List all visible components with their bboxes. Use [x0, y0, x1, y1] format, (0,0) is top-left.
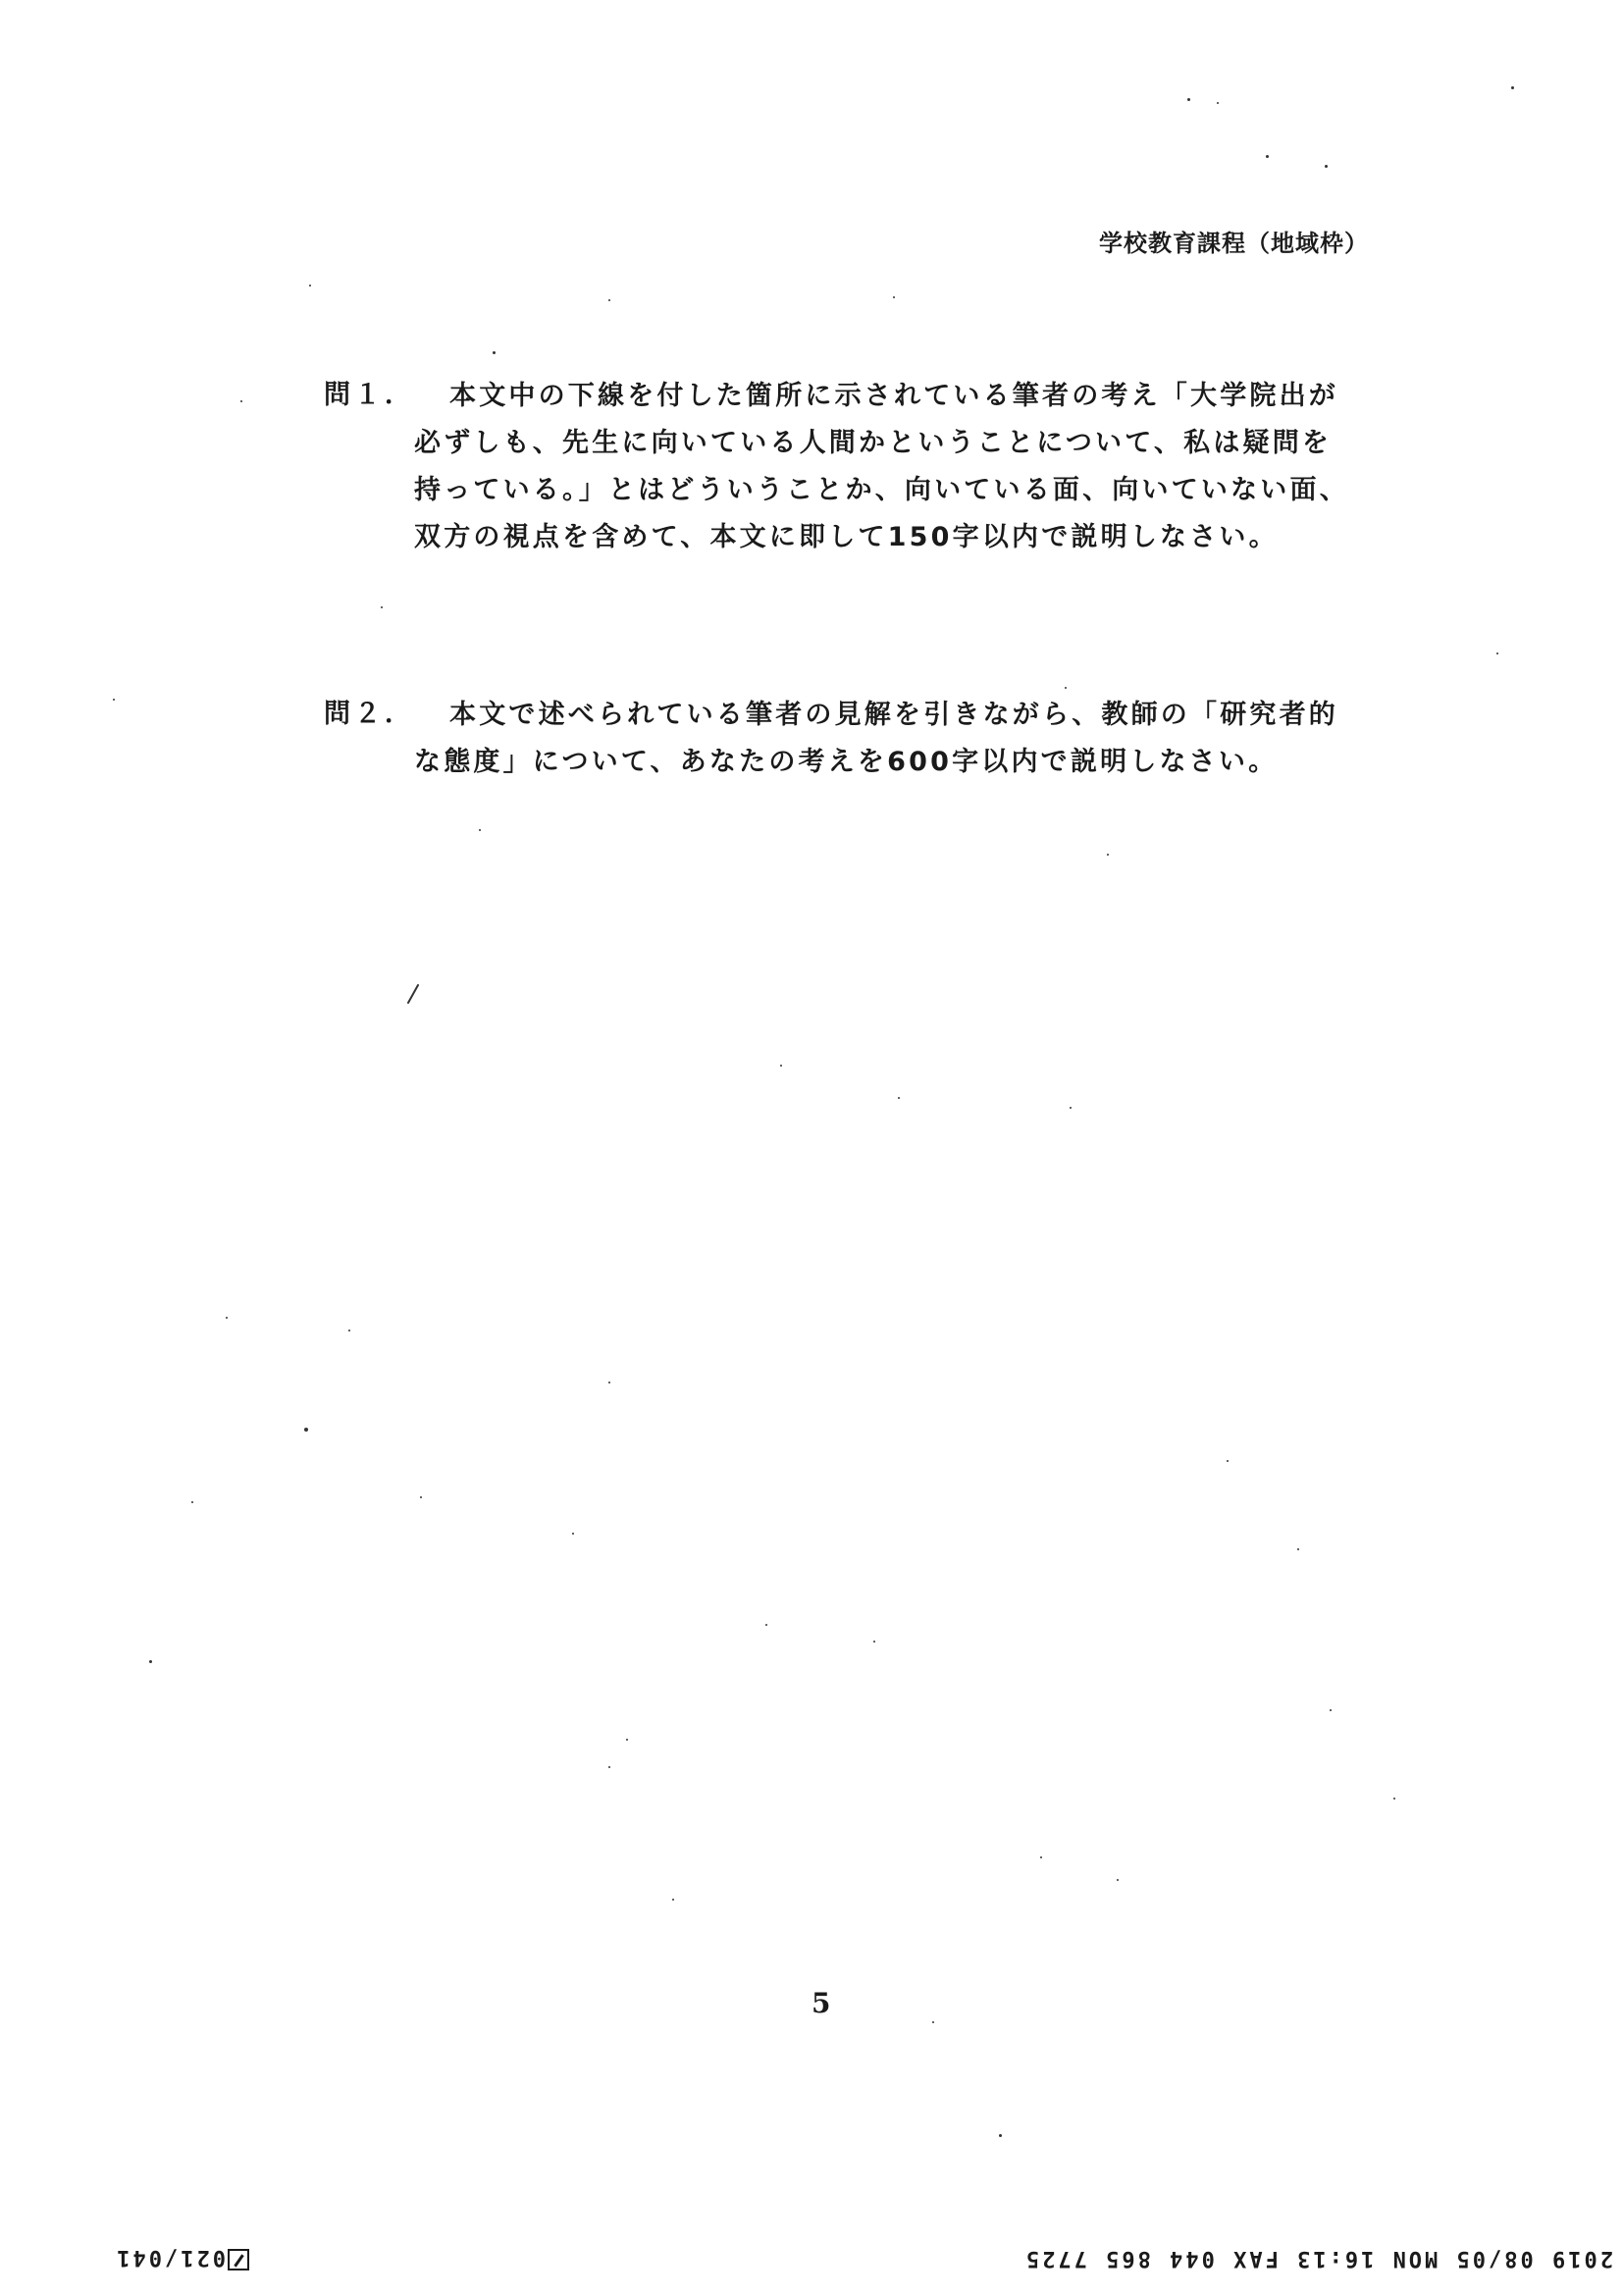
- scan-speck: [1040, 1856, 1042, 1858]
- scan-speck: [420, 1496, 422, 1498]
- fax-page-counter: 021/041: [114, 2245, 226, 2270]
- scan-speck: [1266, 155, 1269, 158]
- scan-speck: [226, 1317, 228, 1319]
- scan-speck: [240, 400, 242, 402]
- fax-page-indicator: [114, 2245, 249, 2270]
- scan-speck: [1187, 98, 1190, 101]
- scan-speck: [898, 1097, 900, 1099]
- scan-speck: [191, 1501, 193, 1503]
- scan-speck: [893, 296, 895, 298]
- scan-speck: [1117, 1879, 1119, 1881]
- scan-speck: [1496, 652, 1498, 654]
- scan-speck: [1330, 1709, 1332, 1711]
- scan-speck: [572, 1533, 574, 1535]
- scan-speck: [348, 1330, 350, 1331]
- scan-speck: [932, 2021, 934, 2023]
- scan-speck: [149, 1660, 152, 1663]
- scan-speck: [1297, 1548, 1299, 1550]
- scan-speck: [873, 1641, 875, 1643]
- fax-transmission-line: [0, 2237, 1623, 2276]
- scan-speck: [1227, 1460, 1229, 1462]
- scan-speck: [626, 1739, 628, 1741]
- scan-speck: [381, 606, 383, 608]
- scan-speck: [608, 299, 610, 301]
- scan-speck: [1107, 854, 1109, 856]
- scan-speck: [608, 1766, 610, 1768]
- scan-speck: [608, 1382, 610, 1383]
- scan-speck: [780, 1065, 782, 1067]
- scan-speck: [1070, 1107, 1072, 1109]
- question-number: 問２．: [324, 699, 415, 729]
- question-text: 本文で述べられている筆者の見解を引きながら、教師の「研究者的な態度」について、あなたの考えを600字以内で説明しなさい。: [414, 700, 1338, 777]
- scan-speck: [1511, 86, 1514, 89]
- scan-speck: [1065, 687, 1067, 689]
- fax-checkbox-icon: [228, 2249, 249, 2270]
- scan-speck: [1217, 102, 1219, 104]
- question-text: 本文中の下線を付した箇所に示されている筆者の考え「大学院出が必ずしも、先生に向いている人間かということについて、私は疑問を持っている。」とはどういうことか、向いている面、向いていない面、双方の視点を含めて、本文に即して150字以内で説明しなさい。: [414, 381, 1349, 552]
- scan-speck: [999, 2134, 1002, 2137]
- scan-speck: [304, 1428, 308, 1432]
- scan-speck: [1325, 165, 1328, 168]
- scan-speck: [309, 285, 311, 287]
- scan-speck: [765, 1624, 767, 1626]
- fax-header-text: 2019 08/05 MON 16:13 FAX 044 865 7725: [1022, 2246, 1613, 2270]
- course-label: 学校教育課程（地域枠）: [1099, 230, 1369, 257]
- pen-stroke-mark: [402, 981, 422, 1011]
- page-number: 5: [812, 1987, 831, 2019]
- scan-speck: [493, 351, 496, 354]
- scan-speck: [479, 829, 481, 831]
- question-number: 問１．: [324, 380, 415, 410]
- scan-speck: [672, 1899, 674, 1901]
- scan-speck: [1393, 1798, 1395, 1800]
- scan-speck: [113, 699, 115, 701]
